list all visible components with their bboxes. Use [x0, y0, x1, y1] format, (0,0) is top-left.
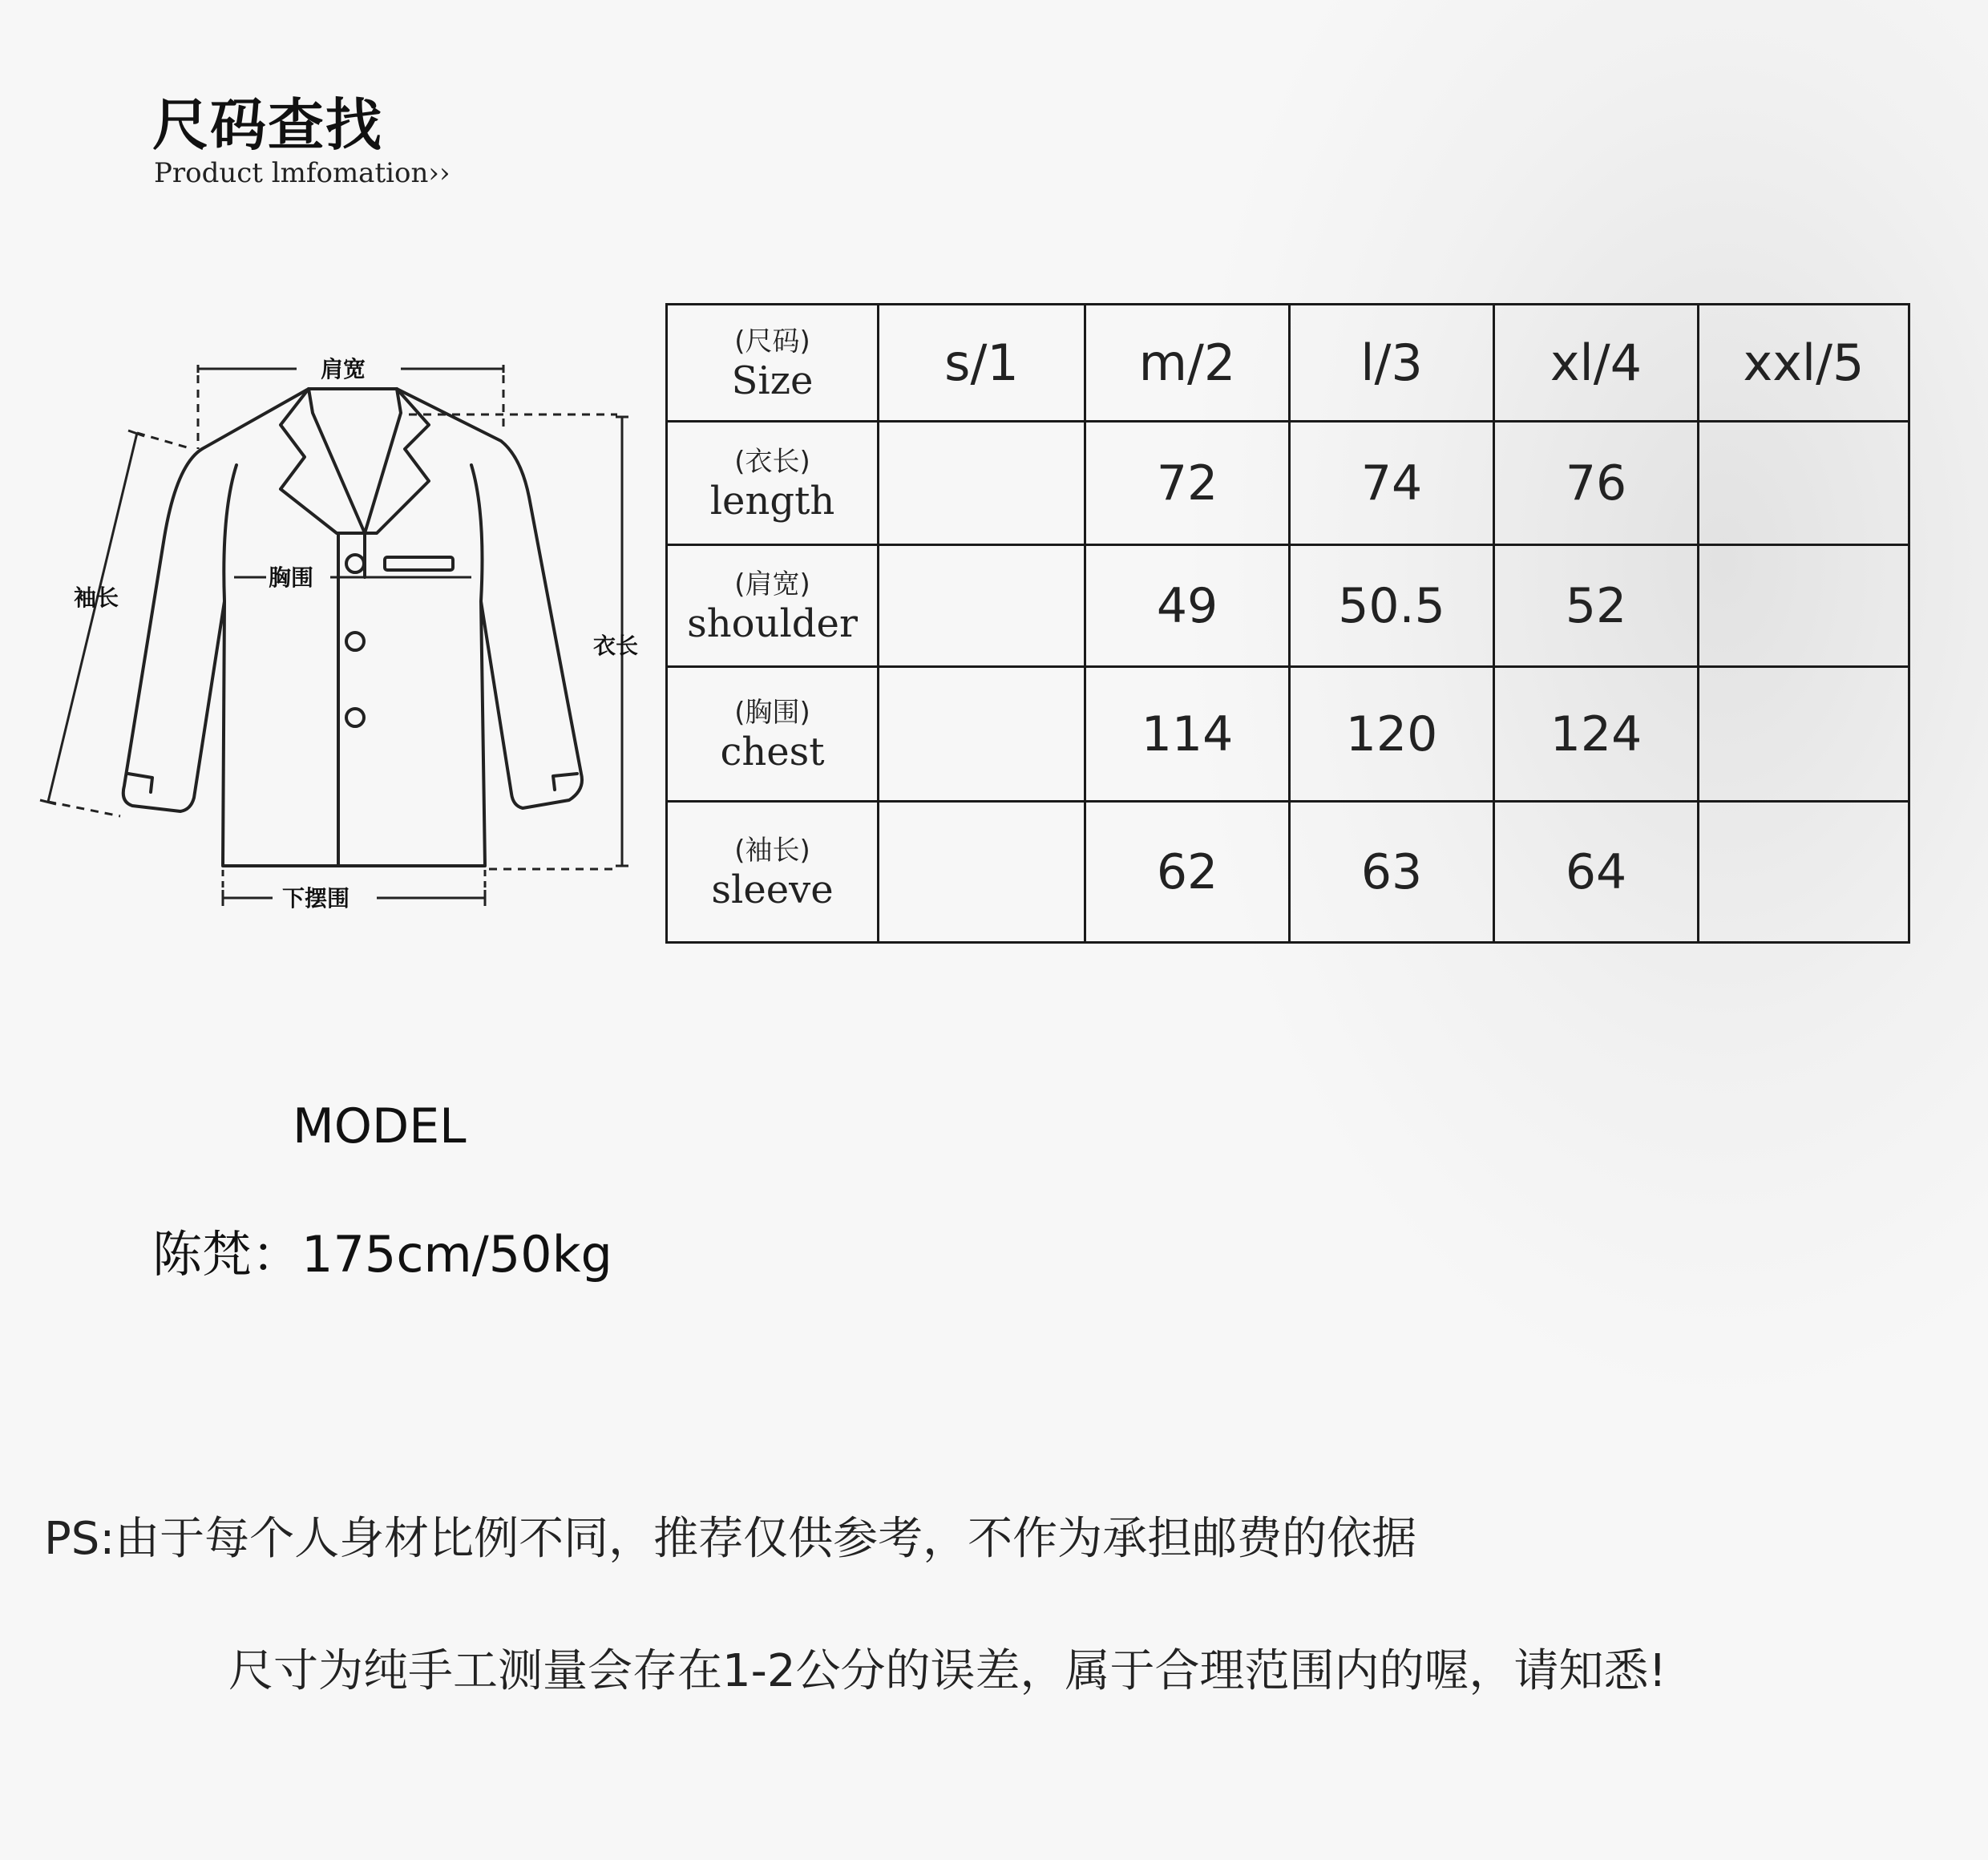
size-table	[665, 303, 1910, 944]
jacket-lapel-left	[281, 389, 365, 533]
table-cell	[879, 802, 1085, 943]
table-cell: 76	[1494, 422, 1699, 545]
table-cell: 120	[1290, 667, 1494, 802]
row-label-length: (衣长) length	[667, 422, 879, 545]
size-column-header: s/1	[879, 305, 1085, 422]
table-cell: 74	[1290, 422, 1494, 545]
table-cell	[1699, 545, 1909, 667]
page-title: 尺码查找	[152, 92, 383, 158]
jacket-collar	[309, 389, 401, 533]
size-column-header: xl/4	[1494, 305, 1699, 422]
table-cell: 114	[1085, 667, 1290, 802]
table-cell: 72	[1085, 422, 1290, 545]
table-cell: 62	[1085, 802, 1290, 943]
row-label-chest: (胸围) chest	[667, 667, 879, 802]
table-cell	[1699, 667, 1909, 802]
label-length: 衣长	[593, 633, 639, 659]
table-cell: 124	[1494, 667, 1699, 802]
jacket-lapel-right	[365, 389, 429, 533]
jacket-measurement-diagram	[32, 337, 657, 930]
row-label-sleeve: (袖长) sleeve	[667, 802, 879, 943]
table-cell	[879, 545, 1085, 667]
model-info: 陈梵：175cm/50kg	[152, 1225, 612, 1284]
table-row	[667, 422, 1909, 545]
label-hem: 下摆围	[282, 885, 350, 912]
jacket-outline	[123, 389, 582, 866]
table-row	[667, 545, 1909, 667]
jacket-button	[346, 555, 364, 572]
table-cell: 52	[1494, 545, 1699, 667]
jacket-button	[346, 633, 364, 650]
size-column-header: m/2	[1085, 305, 1290, 422]
model-heading: MODEL	[293, 1098, 467, 1154]
table-row	[667, 667, 1909, 802]
table-cell	[1699, 802, 1909, 943]
table-cell	[879, 667, 1085, 802]
jacket-pocket	[385, 557, 453, 570]
table-cell	[879, 422, 1085, 545]
page-subtitle: Product lmfomation››	[154, 157, 451, 189]
label-shoulder: 肩宽	[321, 356, 366, 382]
ps-note: PS:由于每个人身材比例不同，推荐仅供参考，不作为承担邮费的依据	[44, 1513, 1417, 1565]
label-sleeve: 袖长	[74, 584, 119, 611]
table-header-row	[667, 305, 1909, 422]
size-column-header: xxl/5	[1699, 305, 1909, 422]
table-cell	[1699, 422, 1909, 545]
row-label-shoulder: (肩宽) shoulder	[667, 545, 879, 667]
table-cell: 49	[1085, 545, 1290, 667]
table-cell: 64	[1494, 802, 1699, 943]
jacket-button	[346, 709, 364, 726]
size-column-header: l/3	[1290, 305, 1494, 422]
size-header-cell: (尺码) Size	[667, 305, 879, 422]
measurement-note: 尺寸为纯手工测量会存在1-2公分的误差，属于合理范围内的喔，请知悉!	[228, 1645, 1667, 1697]
table-row	[667, 802, 1909, 943]
table-cell: 50.5	[1290, 545, 1494, 667]
table-cell: 63	[1290, 802, 1494, 943]
label-chest: 胸围	[269, 564, 314, 591]
